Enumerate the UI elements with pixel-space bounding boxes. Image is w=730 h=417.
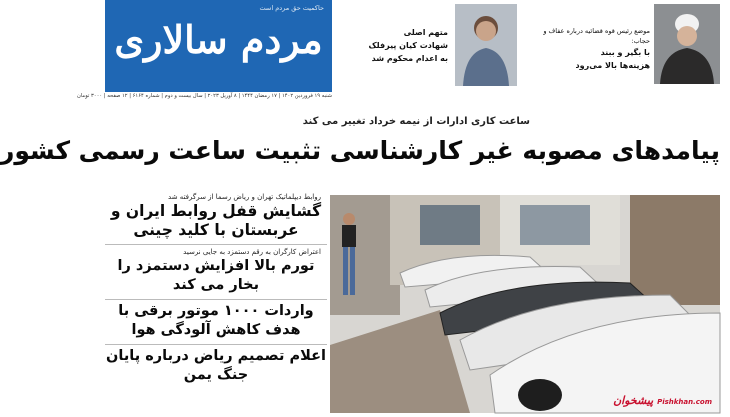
- story-kicker: روابط دیپلماتیک تهران و ریاض رسما از سرگرفته شد: [168, 193, 321, 201]
- middle-news-text: [338, 26, 448, 65]
- middle-news-line1: متهم اصلی: [403, 28, 448, 37]
- lead-photo: [330, 195, 720, 413]
- story-headline: اعلام تصمیم ریاض درباره پایان جنگ یمن: [106, 348, 326, 383]
- story-kicker: اعتراض کارگران به رقم دستمزد به جایی نرسید: [183, 248, 321, 256]
- story-item[interactable]: [105, 245, 327, 300]
- lead-headline[interactable]: پیامدهای مصوبه غیر کارشناسی تثبیت ساعت رسمی کشور: [0, 136, 720, 165]
- watermark: [613, 394, 712, 407]
- masthead-slogan: حاکمیت حق مردم است: [259, 4, 324, 12]
- right-news-line1: موضع رئیس قوه قضائیه درباره عفاف و حجاب:: [543, 27, 650, 45]
- story-headline: واردات ۱۰۰۰ موتور برقی با هدف کاهش آلودگی هوا: [118, 303, 314, 338]
- top-news-right[interactable]: [522, 0, 722, 92]
- story-headline: تورم بالا افزایش دستمزد را بخار می کند: [117, 258, 315, 293]
- story-headline: گشایش قفل روابط ایران و عربستان با کلید چینی: [110, 202, 322, 239]
- watermark-brand: پیشخوان: [613, 394, 654, 407]
- right-news-line3: هزینه‌ها بالا می‌رود: [575, 61, 650, 70]
- side-stories: [105, 190, 327, 413]
- cleric-photo: [654, 4, 720, 84]
- issue-info: شنبه ۱۹ فروردین ۱۴۰۲ | ۱۷ رمضان ۱۴۴۴ | ۸ آوریل ۲۰۲۳ | سال بیست و دوم | شماره ۶۱۶۴ | ۱۲ صفحه | ۳۰۰۰ تومان: [77, 93, 332, 99]
- story-item[interactable]: [105, 345, 327, 389]
- watermark-url: Pishkhan.com: [657, 398, 712, 406]
- newspaper-logo: مردم سالاری: [114, 17, 323, 62]
- story-item[interactable]: [105, 190, 327, 245]
- middle-news-line3: به اعدام محکوم شد: [371, 54, 448, 63]
- story-item[interactable]: [105, 300, 327, 345]
- boy-photo: [455, 4, 517, 86]
- middle-news-line2: شهادت کیان پیرفلک: [368, 41, 448, 50]
- right-news-text: [524, 26, 650, 72]
- masthead: [105, 0, 332, 92]
- top-news-middle[interactable]: [333, 0, 520, 92]
- lead-kicker: ساعت کاری ادارات از نیمه خرداد تغییر می کند: [302, 116, 530, 127]
- right-news-line2: با بگیر و ببند: [600, 48, 650, 57]
